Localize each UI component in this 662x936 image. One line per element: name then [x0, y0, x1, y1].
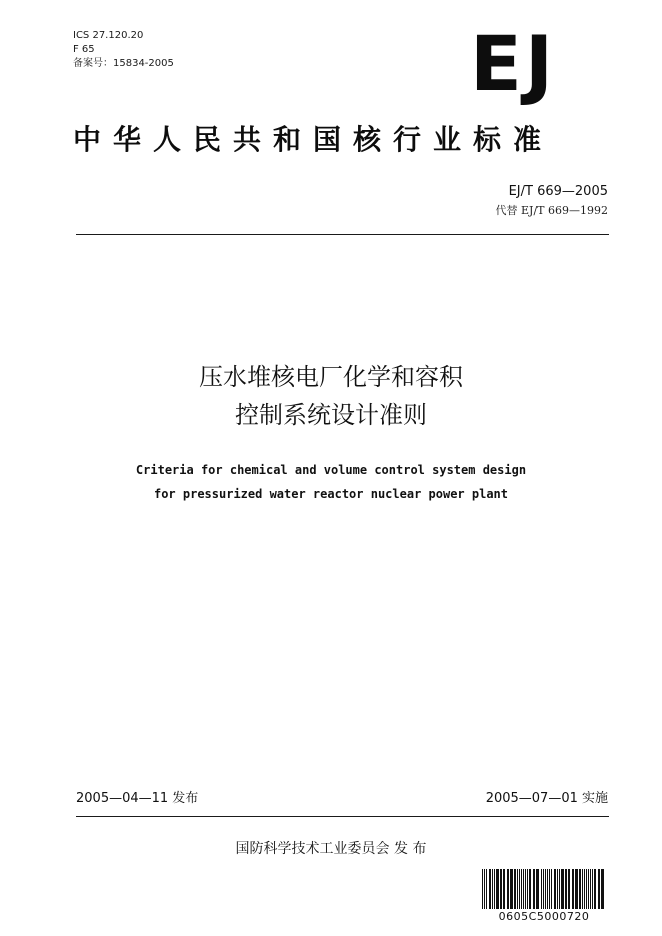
effective-date: 2005—07—01 实施	[485, 791, 608, 806]
filing-number: 备案号：15834-2005	[73, 58, 174, 69]
issue-date: 2005—04—11 发布	[76, 791, 199, 806]
replaces-note: 代替 EJ/T 669—1992	[495, 204, 608, 217]
ccs-code: F 65	[73, 44, 95, 55]
standard-number: EJ/T 669—2005	[508, 184, 608, 199]
bottom-divider	[76, 816, 609, 817]
ics-code: ICS 27.120.20	[73, 30, 144, 41]
barcode-number: 0605C5000720	[498, 910, 590, 923]
title-en-line2: for pressurized water reactor nuclear power plant	[153, 487, 508, 501]
barcode	[480, 869, 608, 909]
title-zh-line1: 压水堆核电厂化学和容积	[199, 363, 463, 391]
title-zh-line2: 控制系统设计准则	[235, 401, 427, 429]
issuing-authority: 国防科学技术工业委员会 发 布	[235, 841, 427, 857]
title-en-line1: Criteria for chemical and volume control system design	[135, 463, 527, 477]
standard-title: 中华人民共和国核行业标准	[73, 123, 554, 156]
top-divider	[76, 234, 609, 235]
ej-logo: EJ	[470, 19, 557, 108]
